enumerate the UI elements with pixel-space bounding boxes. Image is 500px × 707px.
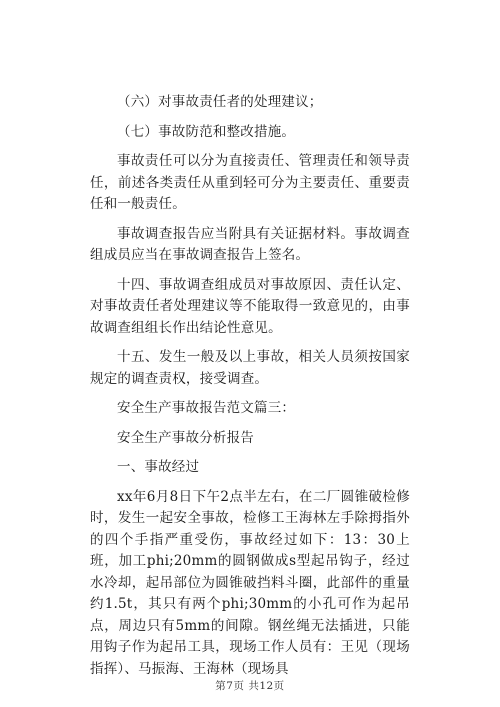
paragraph-evidence: 事故调查报告应当附具有关证据材料。事故调查组成员应当在事故调查报告上签名。 xyxy=(90,225,410,263)
paragraph-accident-details: xx年6月8日下午2点半左右，在二厂圆锥破检修时，发生一起安全事故，检修工王海林左手除拇指外的四个手指严重受伤，事故经过如下：13：30上班，加工phi;20mm的圆钢做成s型起吊钩子，经过水冷却，起吊部位为圆锥破挡料斗圈，此部件的重量约1.5t，其只有两个phi;30mm的小孔可作为起吊点，周边只有5mm的间隙。钢丝绳无法插进，只能用钩子作为起吊工具，现场工作人员有：王见（现场指挥）、马振海、王海林（现场具 xyxy=(90,488,410,677)
paragraph-item-fifteen: 十五、发生一般及以上事故，相关人员须按国家规定的调查责权，接受调查。 xyxy=(90,349,410,387)
page-number-footer: 第7页 共12页 xyxy=(215,680,285,692)
section-title-sample-three: 安全生产事故报告范文篇三： xyxy=(117,400,296,416)
list-item-six: （六）对事故责任者的处理建议； xyxy=(117,94,323,110)
section-heading-accident-process: 一、事故经过 xyxy=(117,459,200,475)
paragraph-item-fourteen: 十四、事故调查组成员对事故原因、责任认定、对事故责任者处理建议等不能取得一致意见的，由事故调查组组长作出结论性意见。 xyxy=(90,276,410,336)
report-title: 安全生产事故分析报告 xyxy=(117,429,254,446)
paragraph-responsibility: 事故责任可以分为直接责任、管理责任和领导责任，前述各类责任从重到轻可分为主要责任、重要责任和一般责任。 xyxy=(90,153,410,212)
document-body xyxy=(90,92,410,686)
list-item-seven: （七）事故防范和整改措施。 xyxy=(117,123,296,140)
